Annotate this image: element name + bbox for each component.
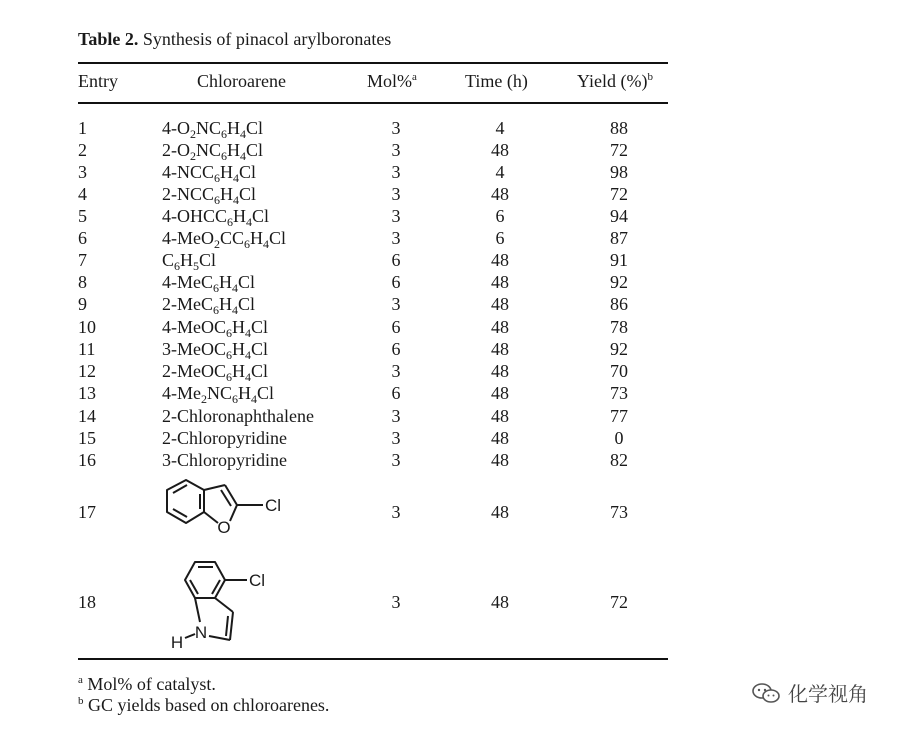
cell-time: 48: [491, 184, 509, 204]
cell-mol: 3: [391, 228, 401, 248]
top-rule: [78, 62, 668, 64]
cell-chloroarene: 2-Chloronaphthalene: [162, 406, 314, 426]
cell-yield: 73: [610, 383, 628, 403]
cell-mol: 3: [391, 406, 401, 426]
cell-chloroarene: $2-MeOC_6H_4Cl$: [162, 361, 269, 384]
header-rule: [78, 102, 668, 104]
cell-mol: 3: [391, 592, 401, 612]
cell-time: 48: [491, 428, 509, 448]
cell-yield: 77: [610, 406, 628, 426]
header-chloroarene: Chloroarene: [197, 71, 286, 91]
cell-time: 4: [495, 162, 505, 182]
cell-entry: 14: [78, 406, 96, 426]
header-time: Time (h): [465, 71, 528, 91]
cell-entry: 9: [78, 294, 87, 314]
label-oxygen: O: [217, 518, 231, 537]
cell-entry: 3: [78, 162, 87, 182]
table-number: Table 2.: [78, 29, 139, 49]
cell-chloroarene: 3-Chloropyridine: [162, 450, 287, 470]
cell-time: 48: [491, 592, 509, 612]
cell-chloroarene: $4-MeO_2CC_6H_4Cl$: [162, 228, 287, 251]
cell-chloroarene: $4-MeOC_6H_4Cl$: [162, 317, 269, 340]
cell-mol: 6: [391, 383, 401, 403]
cell-time: 48: [491, 339, 509, 359]
cell-time: 48: [491, 250, 509, 270]
cell-entry: 1: [78, 118, 87, 138]
cell-time: 48: [491, 140, 509, 160]
cell-yield: 91: [610, 250, 628, 270]
cell-chloroarene: $4-Me_2NC_6H_4Cl$: [162, 383, 275, 406]
cell-chloroarene: $4-O_2NC_6H_4Cl$: [162, 118, 264, 141]
cell-mol: 6: [391, 317, 401, 337]
cell-chloroarene: $C_6H_5Cl$: [162, 250, 217, 273]
cell-yield: 70: [610, 361, 628, 381]
cell-time: 48: [491, 406, 509, 426]
cell-mol: 3: [391, 428, 401, 448]
cell-yield: 72: [610, 592, 628, 612]
header-mol: Mol%$^a$: [367, 71, 417, 91]
cell-time: 48: [491, 502, 509, 522]
footnote-b: $^b$ GC yields based on chloroarenes.: [78, 695, 330, 715]
cell-yield: 98: [610, 162, 628, 182]
cell-entry: 11: [78, 339, 96, 359]
cell-chloroarene: $4-MeC_6H_4Cl$: [162, 272, 256, 295]
watermark-text: 化学视角: [788, 682, 868, 706]
cell-time: 4: [495, 118, 505, 138]
cell-mol: 6: [391, 339, 401, 359]
cell-time: 48: [491, 383, 509, 403]
cell-entry: 15: [78, 428, 96, 448]
cell-chloroarene: $2-NCC_6H_4Cl$: [162, 184, 257, 207]
cell-time: 48: [491, 317, 509, 337]
cell-chloroarene: $2-O_2NC_6H_4Cl$: [162, 140, 264, 163]
label-nitrogen: N: [194, 623, 208, 642]
bottom-rule: [78, 658, 668, 660]
label-hydrogen: H: [170, 633, 184, 652]
cell-yield: 86: [610, 294, 628, 314]
cell-yield: 78: [610, 317, 628, 337]
cell-entry: 16: [78, 450, 96, 470]
cell-chloroarene: $2-MeC_6H_4Cl$: [162, 294, 256, 317]
cell-yield: 92: [610, 272, 628, 292]
cell-mol: 3: [391, 140, 401, 160]
label-chlorine-18: Cl: [249, 571, 266, 590]
structure-4-chloroindole: [155, 554, 305, 659]
cell-mol: 3: [391, 361, 401, 381]
footnote-a: $^a$ Mol% of catalyst.: [78, 674, 216, 694]
cell-entry: 6: [78, 228, 87, 248]
table-title: [78, 29, 391, 50]
cell-time: 48: [491, 272, 509, 292]
cell-mol: 3: [391, 118, 401, 138]
cell-time: 48: [491, 450, 509, 470]
cell-time: 48: [491, 361, 509, 381]
cell-chloroarene: $4-NCC_6H_4Cl$: [162, 162, 257, 185]
watermark: [752, 678, 868, 707]
cell-time: 6: [495, 228, 505, 248]
cell-yield: 72: [610, 184, 628, 204]
cell-yield: 82: [610, 450, 628, 470]
cell-yield: 73: [610, 502, 628, 522]
cell-mol: 3: [391, 450, 401, 470]
cell-yield: 94: [610, 206, 628, 226]
table-caption: Synthesis of pinacol arylboronates: [142, 29, 392, 49]
cell-chloroarene: $4-OHCC_6H_4Cl$: [162, 206, 270, 229]
cell-time: 6: [495, 206, 505, 226]
header-yield: Yield (%)$^b$: [577, 71, 653, 91]
cell-entry: 17: [78, 502, 96, 522]
cell-entry: 8: [78, 272, 87, 292]
cell-entry: 4: [78, 184, 87, 204]
cell-mol: 3: [391, 206, 401, 226]
header-entry: Entry: [78, 71, 118, 91]
cell-entry: 18: [78, 592, 96, 612]
cell-time: 48: [491, 294, 509, 314]
cell-entry: 7: [78, 250, 87, 270]
cell-mol: 6: [391, 250, 401, 270]
cell-chloroarene: 2-Chloropyridine: [162, 428, 287, 448]
cell-mol: 6: [391, 272, 401, 292]
cell-mol: 3: [391, 502, 401, 522]
cell-yield: 87: [610, 228, 628, 248]
cell-mol: 3: [391, 162, 401, 182]
label-chlorine-17: Cl: [265, 496, 282, 515]
cell-entry: 10: [78, 317, 96, 337]
cell-entry: 5: [78, 206, 87, 226]
structure-2-chlorobenzofuran: [155, 478, 305, 546]
cell-yield: 72: [610, 140, 628, 160]
cell-chloroarene: $3-MeOC_6H_4Cl$: [162, 339, 269, 362]
cell-entry: 12: [78, 361, 96, 381]
wechat-icon: [752, 683, 780, 703]
cell-yield: 88: [610, 118, 628, 138]
cell-entry: 2: [78, 140, 87, 160]
cell-yield: 0: [614, 428, 624, 448]
cell-entry: 13: [78, 383, 96, 403]
cell-yield: 92: [610, 339, 628, 359]
cell-mol: 3: [391, 294, 401, 314]
cell-mol: 3: [391, 184, 401, 204]
